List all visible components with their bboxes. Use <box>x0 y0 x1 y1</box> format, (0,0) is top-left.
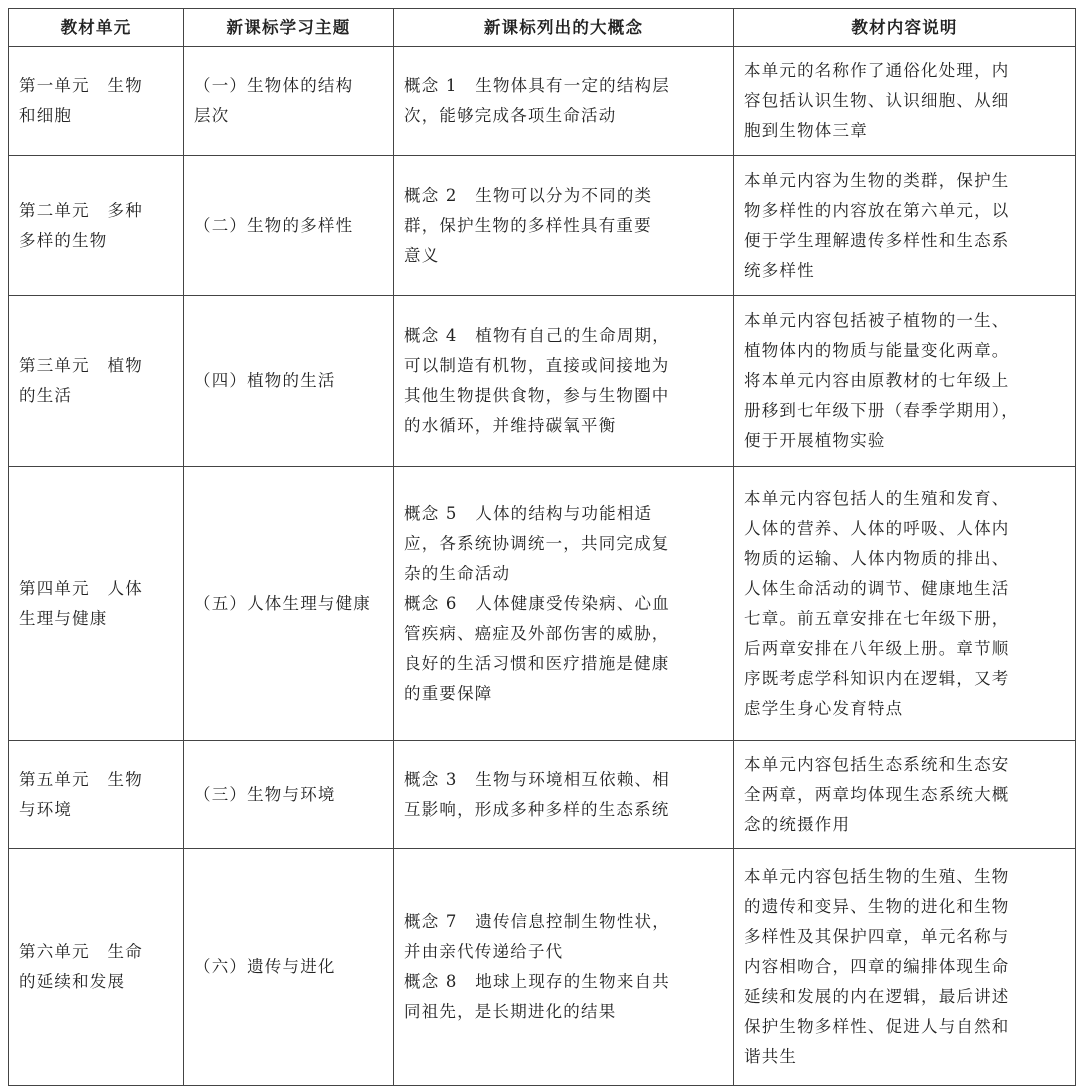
cell-line: 的水循环，并维持碳氧平衡 <box>404 416 617 435</box>
cell-line: 植物体内的物质与能量变化两章。 <box>744 341 1010 360</box>
cell-theme <box>184 47 394 156</box>
cell-line: 内容相吻合，四章的编排体现生命 <box>744 957 1010 976</box>
cell-line: 应，各系统协调统一，共同完成复 <box>404 533 670 553</box>
cell-concept <box>394 741 734 849</box>
cell-line: 并由亲代传递给子代 <box>404 942 564 961</box>
cell-line: 其他生物提供食物，参与生物圈中 <box>404 386 670 405</box>
cell-unit <box>9 47 184 156</box>
cell-line: 七章。前五章安排在七年级下册， <box>744 608 1010 628</box>
cell-line: 第一单元 生物 <box>19 76 143 95</box>
cell-line: 管疾病、癌症及外部伤害的威胁， <box>404 623 670 643</box>
cell-line: 便于开展植物实验 <box>744 431 886 450</box>
cell-note <box>734 47 1076 156</box>
cell-line: 杂的生命活动 <box>404 563 511 583</box>
cell-line: 便于学生理解遗传多样性和生态系 <box>744 230 1010 250</box>
cell-theme <box>184 156 394 296</box>
cell-line: 容包括认识生物、认识细胞、从细 <box>744 91 1010 110</box>
cell-line: 虑学生身心发育特点 <box>744 698 904 718</box>
cell-line: 谐共生 <box>744 1047 798 1066</box>
cell-line: 本单元内容包括人的生殖和发育、 <box>744 488 1010 508</box>
table-row <box>9 47 1076 156</box>
header-note: 教材内容说明 <box>734 9 1076 47</box>
cell-line: 多样性及其保护四章，单元名称与 <box>744 927 1010 946</box>
cell-line: （六）遗传与进化 <box>194 957 336 976</box>
cell-unit <box>9 467 184 741</box>
cell-line: 的重要保障 <box>404 683 493 703</box>
cell-line: 物质的运输、人体内物质的排出、 <box>744 548 1010 568</box>
cell-note <box>734 467 1076 741</box>
cell-line: 良好的生活习惯和医疗措施是健康 <box>404 653 670 673</box>
table-row <box>9 849 1076 1086</box>
table-row <box>9 296 1076 467</box>
curriculum-table <box>8 8 1076 1086</box>
cell-line: 序既考虑学科知识内在逻辑，又考 <box>744 668 1010 688</box>
cell-line: 本单元内容包括被子植物的一生、 <box>744 311 1010 330</box>
cell-line: （三）生物与环境 <box>194 784 336 804</box>
cell-theme <box>184 296 394 467</box>
cell-note <box>734 296 1076 467</box>
cell-line: 全两章，两章均体现生态系统大概 <box>744 784 1010 804</box>
cell-line: 同祖先，是长期进化的结果 <box>404 1002 617 1021</box>
cell-line: （一）生物体的结构 <box>194 76 354 95</box>
cell-line: 第五单元 生物 <box>19 769 143 789</box>
cell-line: 概念 4 植物有自己的生命周期， <box>404 326 670 345</box>
cell-line: 概念 1 生物体具有一定的结构层 <box>404 76 670 95</box>
cell-concept <box>394 467 734 741</box>
cell-line: 将本单元内容由原教材的七年级上 <box>744 371 1010 390</box>
cell-line: 层次 <box>194 106 230 125</box>
cell-theme <box>184 849 394 1086</box>
table-row <box>9 156 1076 296</box>
cell-line: 概念 5 人体的结构与功能相适 <box>404 503 653 523</box>
cell-line: 可以制造有机物，直接或间接地为 <box>404 356 670 375</box>
cell-concept <box>394 156 734 296</box>
cell-note <box>734 156 1076 296</box>
cell-line: 意义 <box>404 245 440 265</box>
cell-line: 人体生命活动的调节、健康地生活 <box>744 578 1010 598</box>
cell-line: 概念 7 遗传信息控制生物性状， <box>404 912 670 931</box>
cell-line: 概念 2 生物可以分为不同的类 <box>404 185 653 205</box>
cell-line: （五）人体生理与健康 <box>194 593 371 613</box>
cell-line: 多样的生物 <box>19 230 108 250</box>
cell-unit <box>9 296 184 467</box>
cell-line: 本单元内容包括生物的生殖、生物 <box>744 867 1010 886</box>
cell-line: 本单元内容包括生态系统和生态安 <box>744 754 1010 774</box>
cell-concept <box>394 296 734 467</box>
cell-line: 念的统摄作用 <box>744 814 851 834</box>
cell-line: 群，保护生物的多样性具有重要 <box>404 215 652 235</box>
cell-line: 统多样性 <box>744 260 815 280</box>
cell-line: 次，能够完成各项生命活动 <box>404 106 617 125</box>
cell-line: 第三单元 植物 <box>19 356 143 375</box>
header-concept: 新课标列出的大概念 <box>394 9 734 47</box>
cell-note <box>734 849 1076 1086</box>
cell-line: 人体的营养、人体的呼吸、人体内 <box>744 518 1010 538</box>
cell-line: 第二单元 多种 <box>19 200 143 220</box>
cell-unit <box>9 156 184 296</box>
cell-line: 生理与健康 <box>19 608 108 628</box>
cell-line: 和细胞 <box>19 106 73 125</box>
header-theme: 新课标学习主题 <box>184 9 394 47</box>
cell-line: （四）植物的生活 <box>194 371 336 390</box>
cell-concept <box>394 47 734 156</box>
cell-line: 的延续和发展 <box>19 972 126 991</box>
cell-theme <box>184 467 394 741</box>
cell-note <box>734 741 1076 849</box>
cell-unit <box>9 849 184 1086</box>
cell-line: 后两章安排在八年级上册。章节顺 <box>744 638 1010 658</box>
cell-line: 概念 6 人体健康受传染病、心血 <box>404 593 670 613</box>
cell-concept <box>394 849 734 1086</box>
cell-line: 本单元内容为生物的类群，保护生 <box>744 170 1010 190</box>
cell-unit <box>9 741 184 849</box>
table-row <box>9 467 1076 741</box>
cell-line: 胞到生物体三章 <box>744 121 868 140</box>
cell-line: 互影响，形成多种多样的生态系统 <box>404 799 670 819</box>
cell-line: 物多样性的内容放在第六单元，以 <box>744 200 1010 220</box>
cell-line: 本单元的名称作了通俗化处理，内 <box>744 61 1010 80</box>
cell-line: 概念 8 地球上现存的生物来自共 <box>404 972 670 991</box>
table-row <box>9 741 1076 849</box>
cell-line: 的生活 <box>19 386 73 405</box>
cell-line: 的遗传和变异、生物的进化和生物 <box>744 897 1010 916</box>
cell-line: （二）生物的多样性 <box>194 215 354 235</box>
cell-theme <box>184 741 394 849</box>
header-unit: 教材单元 <box>9 9 184 47</box>
cell-line: 延续和发展的内在逻辑，最后讲述 <box>744 987 1010 1006</box>
cell-line: 第六单元 生命 <box>19 942 143 961</box>
cell-line: 册移到七年级下册（春季学期用）， <box>744 401 1019 420</box>
cell-line: 与环境 <box>19 799 73 819</box>
cell-line: 第四单元 人体 <box>19 578 143 598</box>
cell-line: 保护生物多样性、促进人与自然和 <box>744 1017 1010 1036</box>
header-row <box>9 9 1076 47</box>
cell-line: 概念 3 生物与环境相互依赖、相 <box>404 769 670 789</box>
